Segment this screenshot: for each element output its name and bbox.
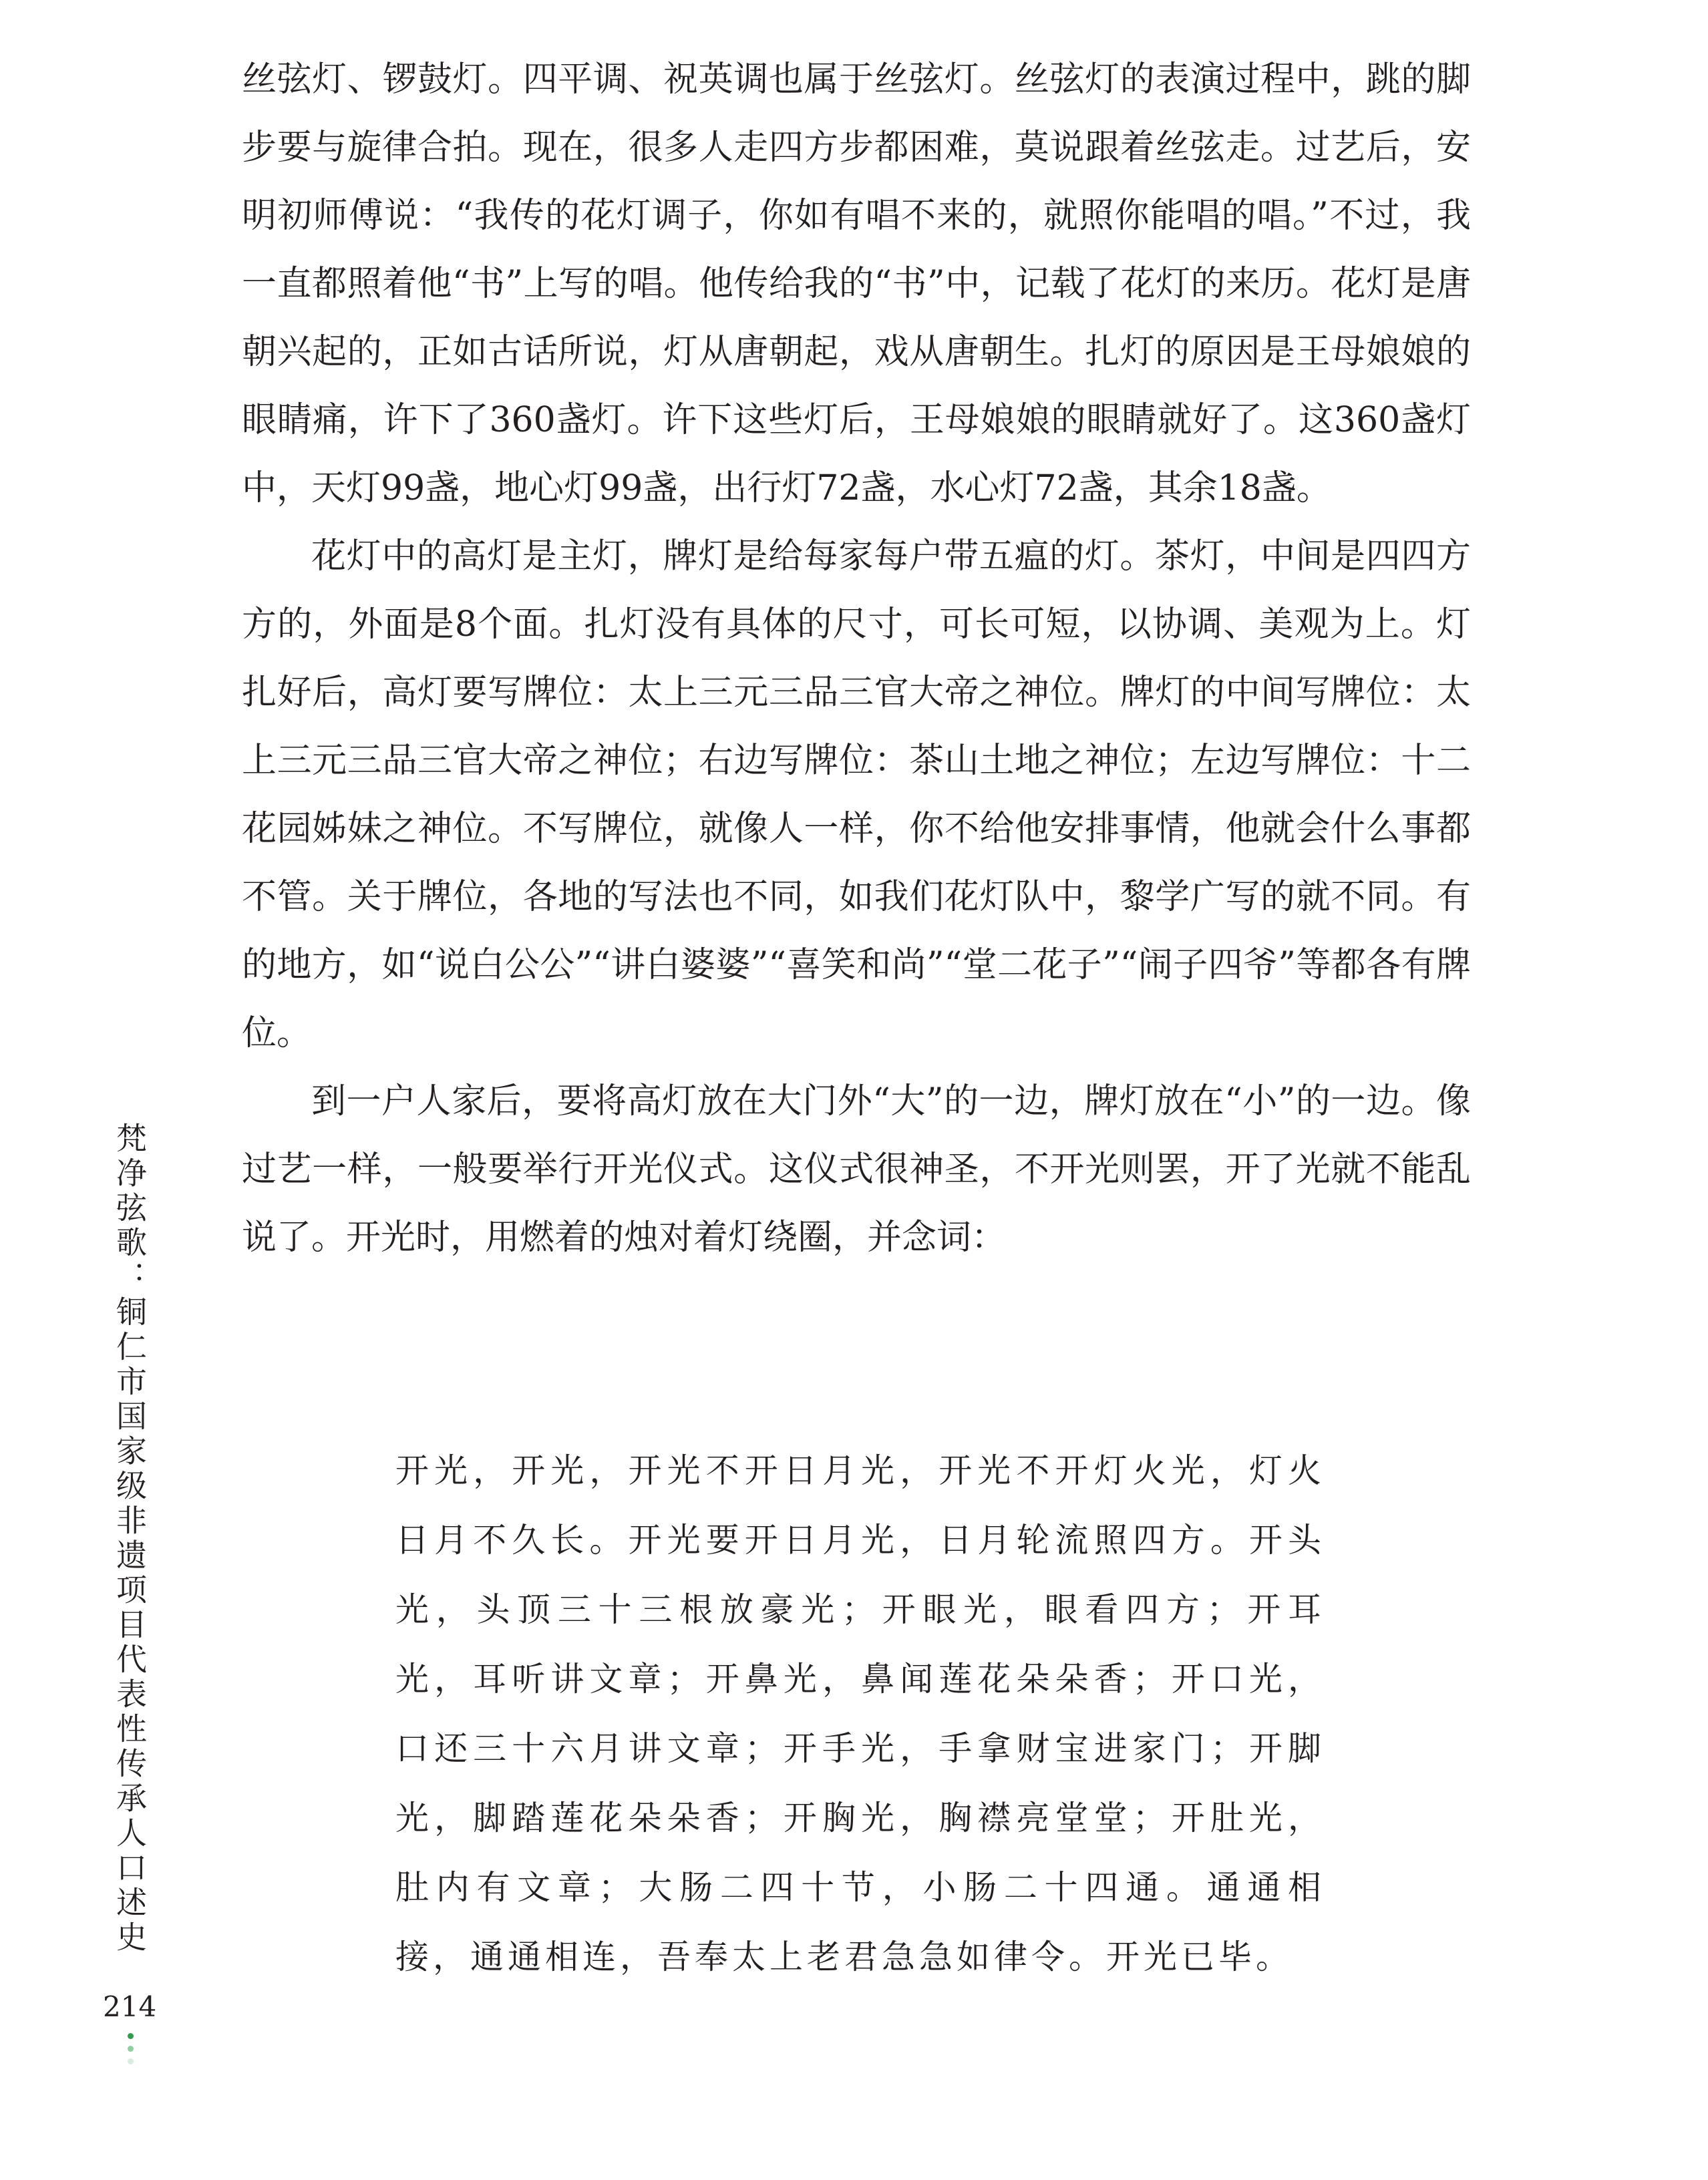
page-number: 214 — [103, 1990, 157, 2023]
paragraph-3: 到一户人家后，要将高灯放在大门外“大”的一边，牌灯放在“小”的一边。像过艺一样，一般要举行开光仪式。这仪式很神圣，不开光则罢，开了光就不能乱说了。开光时，用燃着的烛对着灯绕圈，并念词： — [242, 1081, 1471, 1258]
paragraph-2: 花灯中的高灯是主灯，牌灯是给每家每户带五瘟的灯。茶灯，中间是四四方方的，外面是8个面。扎灯没有具体的尺寸，可长可短，以协调、美观为上。灯扎好后，高灯要写牌位：太上三元三品三官大帝之神位。牌灯的中间写牌位：太上三元三品三官大帝之神位；右边写牌位：茶山土地之神位；左边写牌位：十二花园姊妹之神位。不写牌位，就像人一样，你不给他安排事情，他就会什么事都不管。关于牌位，各地的写法也不同，如我们花灯队中，黎学广写的就不同。有的地方，如“说白公公”“讲白婆婆”“喜笑和尚”“堂二花子”“闹子四爷”等都各有牌位。 — [242, 536, 1471, 1053]
page-decoration-dots — [126, 2033, 134, 2071]
incantation-text: 开光，开光，开光不开日月光，开光不开灯火光，灯火日月不久长。开光要开日月光，日月轮流照四方。开头光，头顶三十三根放豪光；开眼光，眼看四方；开耳光，耳听讲文章；开鼻光，鼻闻莲花朵朵香；开口光，口还三十六月讲文章；开手光，手拿财宝进家门；开脚光，脚踏莲花朵朵香；开胸光，胸襟亮堂堂；开肚光，肚内有文章；大肠二四十节，小肠二十四通。通通相接，通通相连，吾奉太上老君急急如律令。开光已毕。 — [395, 1451, 1325, 1976]
body-text — [242, 45, 1471, 1272]
paragraph-1: 丝弦灯、锣鼓灯。四平调、祝英调也属于丝弦灯。丝弦灯的表演过程中，跳的脚步要与旋律合拍。现在，很多人走四方步都困难，莫说跟着丝弦走。过艺后，安明初师傅说：“我传的花灯调子，你如有唱不来的，就照你能唱的唱。”不过，我一直都照着他“书”上写的唱。他传给我的“书”中，记载了花灯的来历。花灯是唐朝兴起的，正如古话所说，灯从唐朝起，戏从唐朝生。扎灯的原因是王母娘娘的眼睛痛，许下了360盏灯。许下这些灯后，王母娘娘的眼睛就好了。这360盏灯中，天灯99盏，地心灯99盏，出行灯72盏，水心灯72盏，其余18盏。 — [242, 59, 1471, 508]
decoration-dot-middle — [128, 2046, 134, 2052]
incantation-quote — [395, 1436, 1325, 1992]
decoration-dot-bottom — [128, 2058, 134, 2064]
book-title-vertical: 梵净弦歌：铜仁市国家级非遗项目代表性传承人口述史 — [112, 1122, 148, 1956]
decoration-dot-top — [128, 2033, 134, 2039]
